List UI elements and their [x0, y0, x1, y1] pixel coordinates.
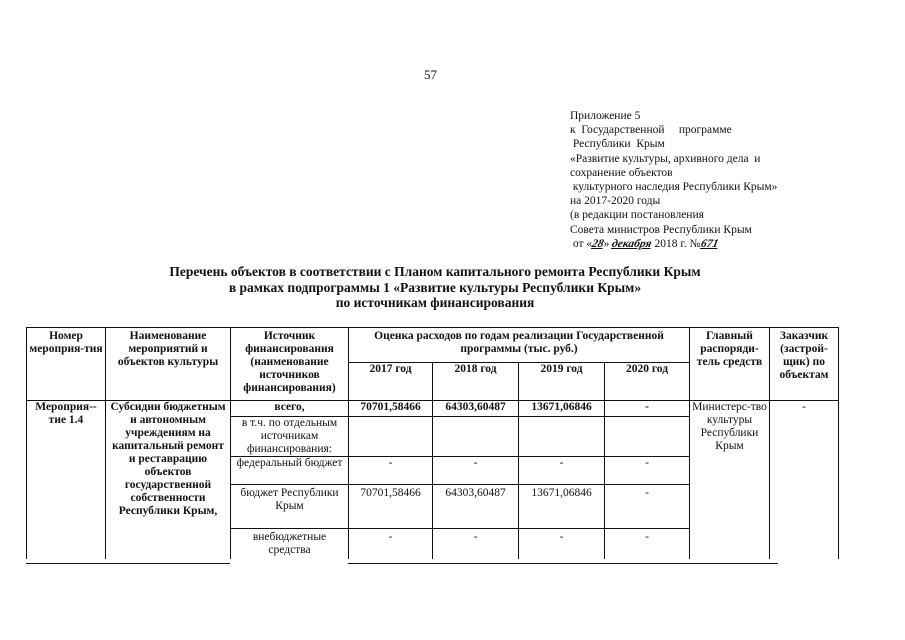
- value-cell: 64303,60487: [433, 401, 519, 417]
- header-year-2017: 2017 год: [349, 363, 433, 401]
- value-cell: [349, 417, 433, 457]
- value-cell: -: [349, 457, 433, 485]
- appendix-line: к Государственной программе: [570, 124, 732, 137]
- value-cell: -: [605, 529, 690, 559]
- header-year-2019: 2019 год: [519, 363, 605, 401]
- value-cell: 64303,60487: [433, 485, 519, 529]
- value-cell: [605, 417, 690, 457]
- value-cell: 70701,58466: [349, 401, 433, 417]
- appendix-line: (в редакции постановления: [570, 209, 704, 222]
- value-cell: -: [605, 457, 690, 485]
- source-cell: внебюджетные средства: [231, 529, 349, 559]
- value-cell: [519, 417, 605, 457]
- activity-manager: Министерс-тво культуры Республики Крым: [690, 401, 770, 559]
- page-cut-line: [26, 563, 230, 564]
- title-line-1: Перечень объектов в соответствии с Планом капитального ремонта Республики Крым: [169, 264, 701, 279]
- value-cell: -: [433, 457, 519, 485]
- page-number: 57: [424, 67, 437, 82]
- value-cell: -: [519, 457, 605, 485]
- source-cell: бюджет Республики Крым: [231, 485, 349, 529]
- appendix-line: Приложение 5: [570, 110, 641, 122]
- value-cell: -: [605, 401, 690, 417]
- financing-table: [26, 327, 839, 559]
- header-year-2020: 2020 год: [605, 363, 690, 401]
- header-source: Источник финансирования (наименование источников финансирования): [231, 328, 349, 401]
- value-cell: [433, 417, 519, 457]
- appendix-date-line: [570, 237, 830, 251]
- value-cell: -: [519, 529, 605, 559]
- title-line-2: в рамках подпрограммы 1 «Развитие культуры Республики Крым»: [228, 279, 642, 295]
- header-name: Наименование мероприятий и объектов культуры: [106, 328, 231, 401]
- activity-number: Мероприя-- тие 1.4: [27, 401, 106, 559]
- appendix-line: «Развитие культуры, архивного дела и: [570, 152, 761, 165]
- value-cell: -: [433, 529, 519, 559]
- date-suffix: 2018 г. №: [651, 237, 701, 250]
- appendix-line: Совета министров Республики Крым: [570, 223, 752, 236]
- header-number: Номер мероприя-тия: [27, 328, 106, 401]
- appendix-line: на 2017-2020 годы: [570, 195, 661, 208]
- value-cell: -: [349, 529, 433, 559]
- title-line-3: по источникам финансирования: [335, 295, 535, 310]
- value-cell: 13671,06846: [519, 401, 605, 417]
- date-mid: »: [603, 237, 613, 250]
- appendix-line: сохранение объектов: [570, 166, 673, 179]
- source-cell: всего,: [231, 401, 349, 417]
- header-year-2018: 2018 год: [433, 363, 519, 401]
- appendix-line: культурного наследия Республики Крым»: [570, 181, 778, 194]
- date-day-handwritten: 28: [590, 237, 605, 250]
- page-cut-line: [348, 563, 778, 564]
- source-cell: федеральный бюджет: [231, 457, 349, 485]
- value-cell: -: [605, 485, 690, 529]
- table-row: [27, 401, 839, 417]
- decree-number-handwritten: 671: [699, 237, 720, 250]
- value-cell: 70701,58466: [349, 485, 433, 529]
- source-cell: в т.ч. по отдельным источникам финансирования:: [231, 417, 349, 457]
- header-customer: Заказчик (застрой-щик) по объектам: [770, 328, 839, 401]
- date-month-handwritten: декабря: [610, 237, 653, 250]
- appendix-header: [570, 109, 830, 251]
- header-manager: Главный распоряди-тель средств: [690, 328, 770, 401]
- header-estimate: Оценка расходов по годам реализации Государственной программы (тыс. руб.): [349, 328, 690, 363]
- activity-name: Субсидии бюджетным и автономным учреждениям на капитальный ремонт и реставрацию объектов государственной собственности Республики Крым,: [106, 401, 231, 559]
- appendix-line: Республики Крым: [570, 138, 665, 151]
- document-title: [120, 264, 750, 311]
- date-prefix: от «: [570, 237, 593, 250]
- value-cell: 13671,06846: [519, 485, 605, 529]
- activity-customer: -: [770, 401, 839, 559]
